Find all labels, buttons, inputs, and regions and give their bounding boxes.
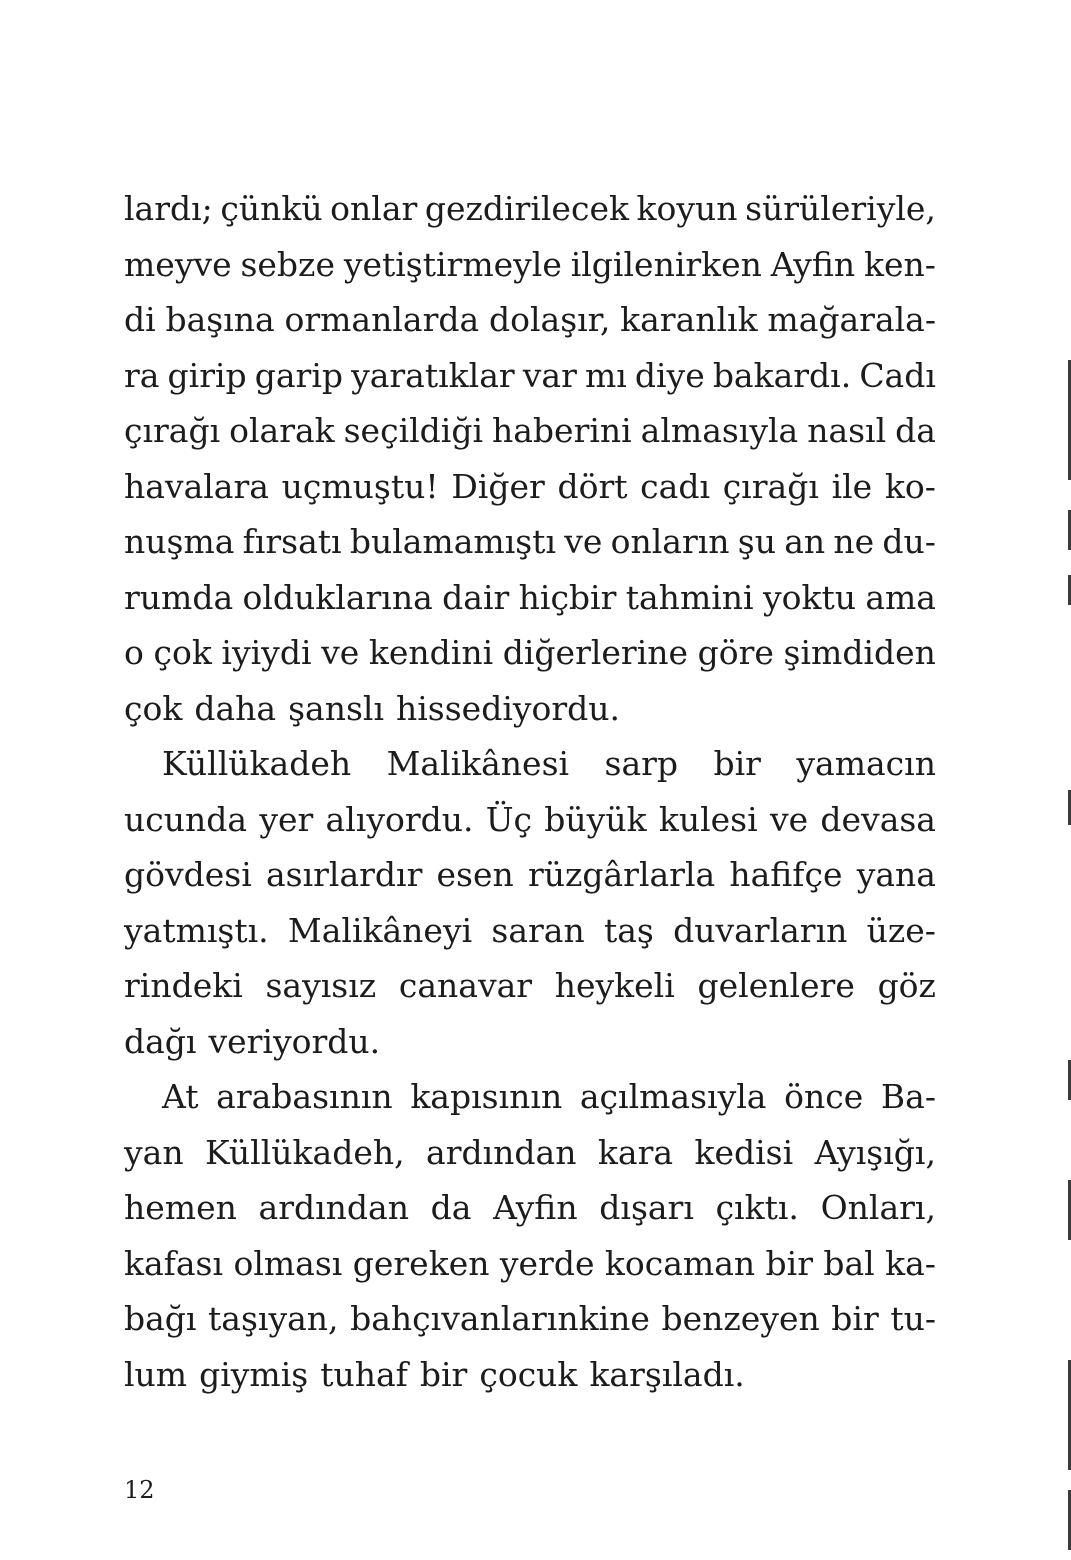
paragraph bbox=[124, 181, 936, 736]
page-edge-marks bbox=[1067, 360, 1071, 1560]
body-text bbox=[124, 181, 936, 1402]
text-line: lardı; çünkü onlar gezdirilecek koyun sürüleriyle, bbox=[124, 189, 936, 228]
text-line: lum giymiş tuhaf bir çocuk karşıladı. bbox=[124, 1354, 745, 1394]
page-number: 12 bbox=[124, 1476, 155, 1504]
text-line: meyve sebze yetiştirmeyle ilgilenirken Ayfin ken- bbox=[124, 244, 936, 284]
text-line: rindeki sayısız canavar heykeli gelenlere göz bbox=[124, 966, 936, 1005]
text-line: yatmıştı. Malikâneyi saran taş duvarların üze- bbox=[124, 910, 936, 950]
text-line: yan Küllükadeh, ardından kara kedisi Ayışığı, bbox=[124, 1132, 936, 1172]
text-line: rumda olduklarına dair hiçbir tahmini yoktu ama bbox=[124, 577, 936, 617]
text-line: kafası olması gereken yerde kocaman bir bal ka- bbox=[124, 1243, 936, 1283]
text-line: havalara uçmuştu! Diğer dört cadı çırağı ile ko- bbox=[124, 466, 936, 506]
text-line: Küllükadeh Malikânesi sarp bir yamacın bbox=[162, 744, 936, 783]
text-line: dağı veriyordu. bbox=[124, 1021, 381, 1061]
text-line: çok daha şanslı hissediyordu. bbox=[124, 688, 621, 728]
text-line: At arabasının kapısının açılmasıyla önce Ba- bbox=[162, 1077, 936, 1116]
paragraph bbox=[124, 736, 936, 1069]
text-line: çırağı olarak seçildiği haberini almasıyla nasıl da bbox=[124, 411, 936, 450]
text-line: bağı taşıyan, bahçıvanlarınkine benzeyen bir tu- bbox=[124, 1299, 936, 1338]
text-line: gövdesi asırlardır esen rüzgârlarla hafifçe yana bbox=[124, 855, 936, 894]
text-line: ucunda yer alıyordu. Üç büyük kulesi ve devasa bbox=[124, 799, 936, 839]
text-line: hemen ardından da Ayfin dışarı çıktı. Onları, bbox=[124, 1188, 936, 1227]
paragraph bbox=[124, 1069, 936, 1402]
text-line: o çok iyiydi ve kendini diğerlerine göre şimdiden bbox=[124, 633, 936, 672]
text-line: di başına ormanlarda dolaşır, karanlık mağarala- bbox=[124, 300, 936, 339]
text-line: nuşma fırsatı bulamamıştı ve onların şu an ne du- bbox=[124, 522, 936, 561]
text-line: ra girip garip yaratıklar var mı diye bakardı. Cadı bbox=[124, 355, 936, 395]
